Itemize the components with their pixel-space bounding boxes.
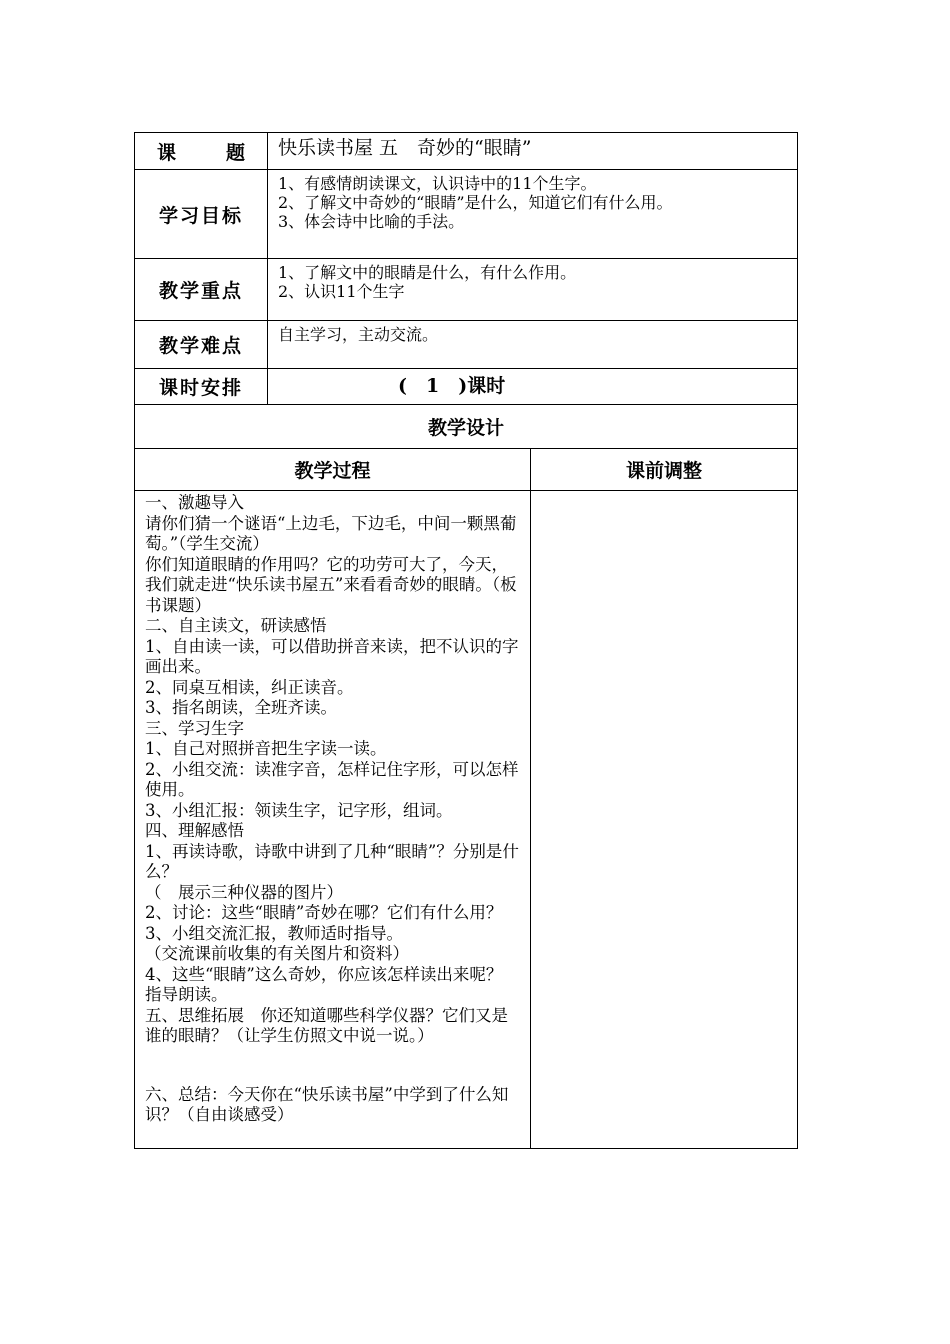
process-line: 3、指名朗读，全班齐读。 [145,698,337,717]
difficulty-label: 教学难点 [135,321,268,369]
key-points-list [268,259,798,321]
process-line: 六、总结：今天你在“快乐读书屋”中学到了什么知识？（自由谈感受） [145,1084,509,1124]
process-content [135,491,531,1149]
process-heading: 教学过程 [135,449,531,491]
objective-item: 3、体会诗中比喻的手法。 [278,212,465,231]
objectives-row [135,170,798,259]
schedule-label: 课时安排 [135,369,268,405]
process-line: 二、自主读文，研读感悟 [145,616,327,635]
process-line: 请你们猜一个谜语“上边毛，下边毛，中间一颗黑葡萄。”（学生交流） [145,513,517,553]
design-heading-row [135,405,798,449]
process-line: 3、小组汇报：领读生字，记字形，组词。 [145,800,453,820]
process-line: （交流课前收集的有关图片和资料） [145,944,409,963]
topic-value: 快乐读书屋 五 奇妙的“眼睛” [268,133,798,170]
topic-label [135,133,268,170]
adjust-content [531,491,798,1149]
process-line: 2、小组交流：读准字音，怎样记住字形，可以怎样使用。 [145,759,519,799]
process-line: 3、小组交流汇报，教师适时指导。 [145,923,403,943]
objective-item: 2、了解文中奇妙的“眼睛”是什么，知道它们有什么用。 [278,193,673,212]
difficulty-row [135,321,798,369]
process-line: 4、这些“眼睛”这么奇妙，你应该怎样读出来呢？ 指导朗读。 [145,964,519,1004]
lesson-plan-table [134,132,798,1149]
process-line: 三、学习生字 [145,718,244,738]
key-point-item: 2、认识11个生字 [278,282,405,301]
process-line: 四、理解感悟 [145,821,244,840]
process-line: 2、同桌互相读，纠正读音。 [145,677,354,697]
objectives-list [268,170,798,259]
design-heading: 教学设计 [135,405,798,449]
schedule-row [135,369,798,405]
process-line: 1、再读诗歌，诗歌中讲到了几种“眼睛”？分别是什么？ [145,841,519,881]
adjust-heading: 课前调整 [531,449,798,491]
process-line: 1、自己对照拼音把生字读一读。 [145,739,387,758]
difficulty-value: 自主学习，主动交流。 [268,321,798,369]
process-row [135,491,798,1149]
process-line: 2、讨论：这些“眼睛”奇妙在哪？它们有什么用？ [145,903,503,922]
objectives-label: 学习目标 [135,170,268,259]
topic-row [135,133,798,170]
key-points-row [135,259,798,321]
key-point-item: 1、了解文中的眼睛是什么，有什么作用。 [278,263,577,282]
schedule-value: ( 1 )课时 [268,369,798,405]
topic-label-char-2: 题 [226,141,246,164]
column-heading-row [135,449,798,491]
process-gap [145,1047,522,1085]
process-line: 1、自由读一读，可以借助拼音来读，把不认识的字画出来。 [145,636,519,676]
topic-label-char-1: 课 [156,141,176,164]
process-line: 一、激趣导入 [145,493,244,512]
key-points-label: 教学重点 [135,259,268,321]
process-line: 五、思维拓展 你还知道哪些科学仪器？它们又是谁的眼睛？（让学生仿照文中说一说。） [145,1005,508,1045]
objective-item: 1、有感情朗读课文，认识诗中的11个生字。 [278,174,597,193]
process-line: 你们知道眼睛的作用吗？它的功劳可大了，今天，我们就走进“快乐读书屋五”来看看奇妙的眼睛。（板书课题） [145,554,517,615]
process-line: （ 展示三种仪器的图片） [145,882,343,902]
